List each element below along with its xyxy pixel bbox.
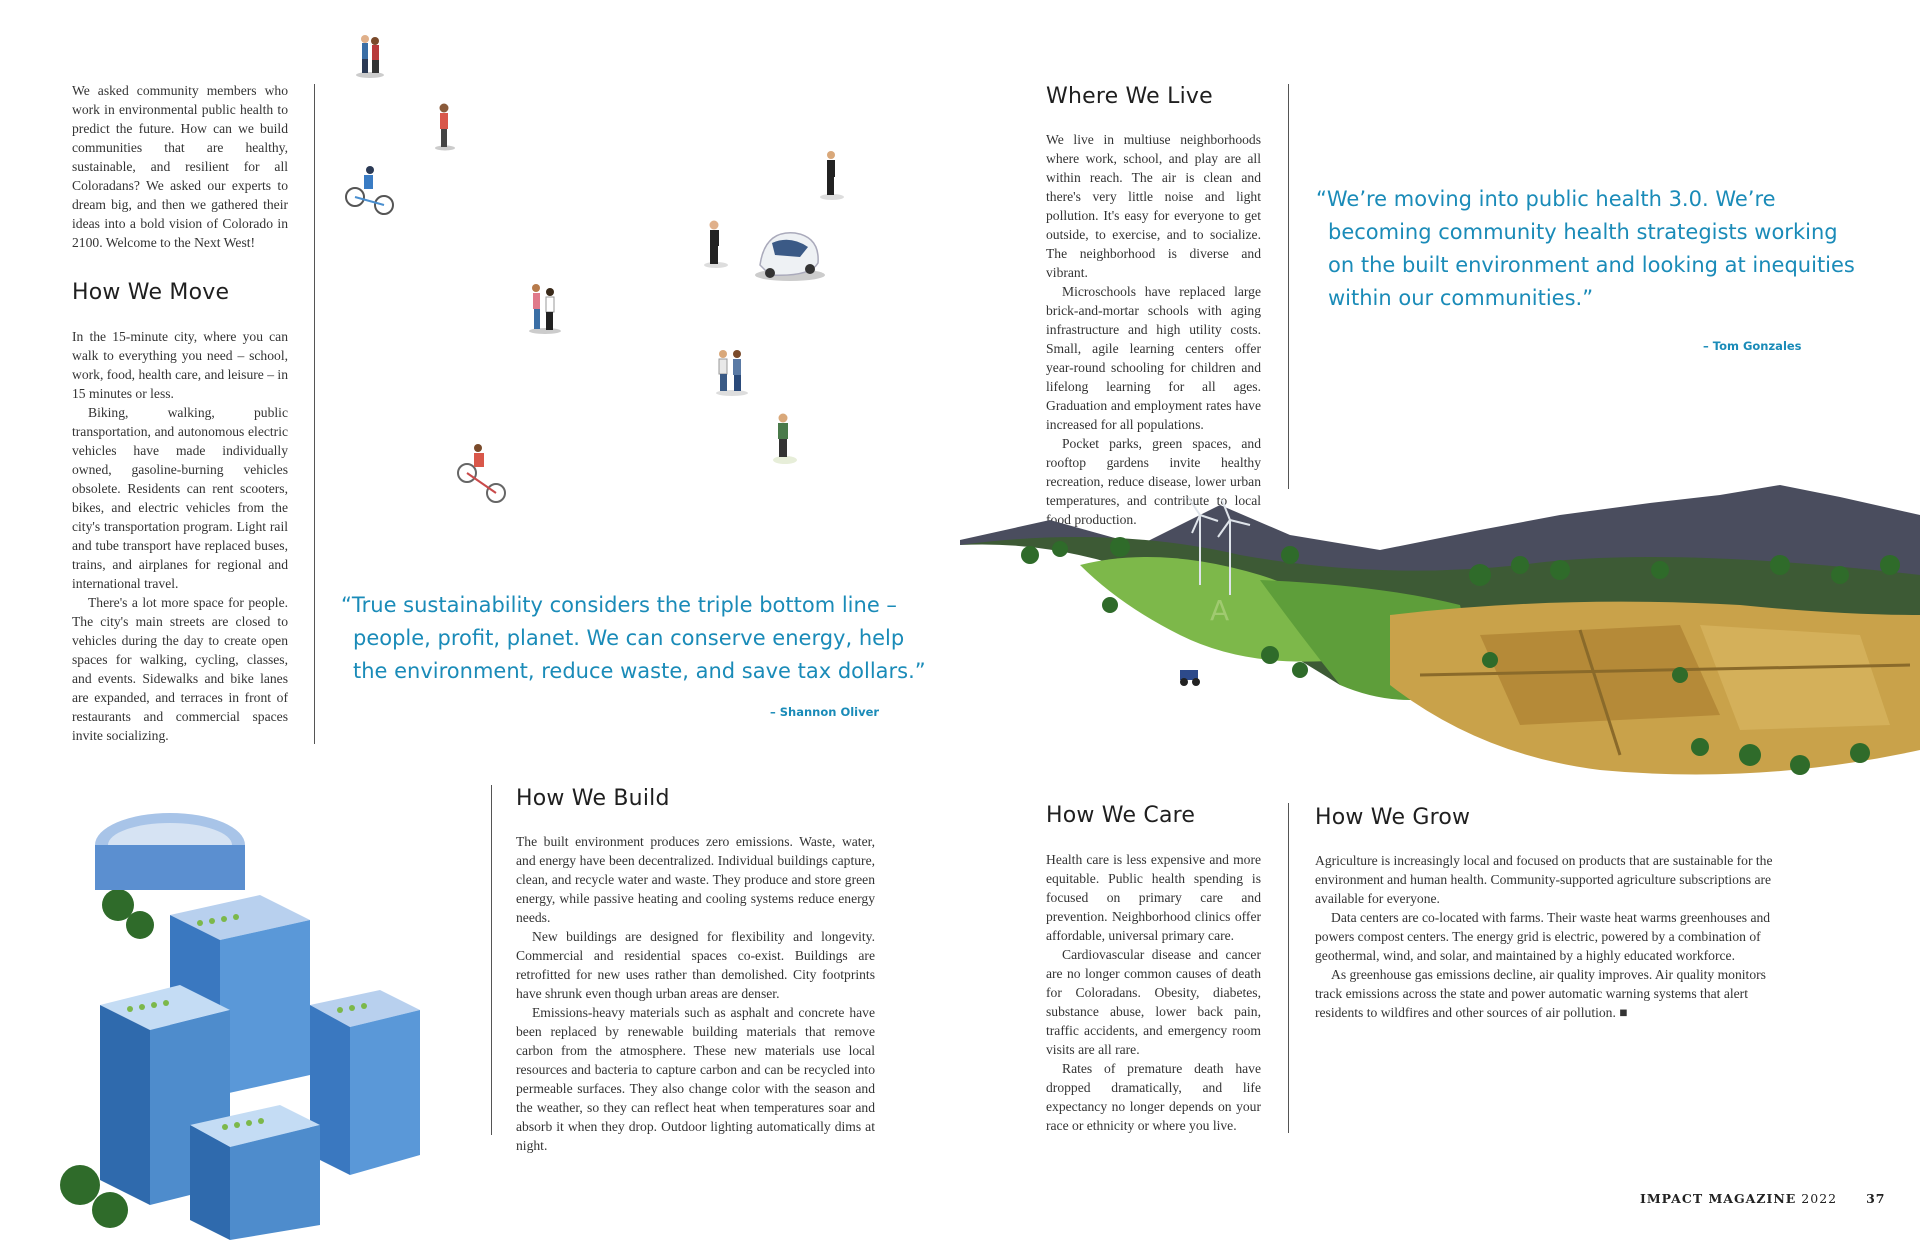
quote-line: “True sustainability considers the triple bottom line – [341, 593, 897, 617]
how-we-build-text [516, 832, 875, 1155]
grow-paragraph-3: As greenhouse gas emissions decline, air quality improves. Air quality monitors track emissions across the state and power automatic warning systems that alert residents to wildfires and other sources of air pollution. ■ [1315, 967, 1766, 1020]
farmland-landscape-illustration [960, 485, 1920, 795]
building-icon [95, 813, 245, 890]
column-rule-care [1288, 803, 1289, 1133]
how-we-move-text [72, 327, 288, 745]
where-we-live-heading: Where We Live [1046, 84, 1213, 109]
magazine-name: IMPACT MAGAZINE [1640, 1191, 1797, 1206]
column-rule-right-top [1288, 84, 1289, 489]
people-pair-icon [356, 35, 384, 78]
quote-line: the environment, reduce waste, and save tax dollars.” [353, 659, 926, 683]
move-paragraph-2: Biking, walking, public transportation, and autonomous electric vehicles have made individually owned, gasoline-burning vehicles obsolete. Residents can rent scooters, bikes, and electric vehicles from the city's transportation program. Light rail and tube transport have replaced buses, trains, and airplanes for regional and international travel. [72, 405, 288, 591]
person-walking-icon [773, 414, 797, 465]
live-paragraph-2: Microschools have replaced large brick-and-mortar schools with aging infrastructure and high utility costs. Small, agile learning centers offer year-round schooling for children and lifelong learning for all ages. Graduation and employment rates have increased for all populations. [1046, 284, 1261, 432]
building-icon [310, 990, 420, 1175]
building-icon [190, 1105, 320, 1240]
grow-paragraph-1: Agriculture is increasingly local and focused on products that are sustainable for the environment and human health. Community-supported agriculture subscriptions are available for everyone. [1315, 853, 1773, 906]
live-paragraph-3: Pocket parks, green spaces, and rooftop gardens invite healthy recreation, reduce disease, lower urban temperatures, and contribute to local food production. [1046, 436, 1261, 527]
people-pair-icon [529, 284, 561, 334]
move-paragraph-1: In the 15-minute city, where you can walk to everything you need – school, work, food, health care, and leisure – in 15 minutes or less. [72, 329, 288, 401]
cyclist-icon [346, 166, 393, 214]
buildings-illustration [40, 805, 440, 1245]
how-we-grow-heading: How We Grow [1315, 805, 1471, 830]
person-walking-icon [704, 221, 728, 269]
column-rule-build [491, 785, 492, 1135]
how-we-care-text [1046, 850, 1261, 1135]
quote-line: people, profit, planet. We can conserve energy, help [353, 626, 905, 650]
how-we-move-heading: How We Move [72, 280, 230, 305]
intro-text [72, 81, 288, 252]
pull-quote-public-health [1316, 183, 1855, 315]
build-paragraph-1: The built environment produces zero emissions. Waste, water, and energy have been decentralized. Individual buildings capture, clean, and recycle water and waste. They produce and store green energy, while passive heating and cooling systems reduce energy needs. [516, 834, 875, 925]
move-paragraph-3: There's a lot more space for people. The city's main streets are closed to vehicles during the day to create open spaces for walking, cycling, classes, and events. Sidewalks and bike lanes are expanded, and terraces in front of restaurants and commercial spaces invite socializing. [72, 595, 288, 743]
quote-attribution: – Tom Gonzales [1703, 339, 1802, 353]
quote-line: “We’re moving into public health 3.0. We’re [1316, 187, 1776, 211]
page-number: 37 [1866, 1191, 1886, 1206]
where-we-live-text [1046, 130, 1261, 529]
quote-line: becoming community health strategists working [1328, 220, 1838, 244]
how-we-care-heading: How We Care [1046, 803, 1196, 828]
build-paragraph-3: Emissions-heavy materials such as asphalt and concrete have been replaced by renewable building materials that remove carbon from the atmosphere. These new materials use local resources and bacteria to capture carbon and can be recycled into permeable surfaces. They also change color with the season and the weather, so they can reflect heat when temperatures soar and absorb it when they drop. Outdoor lighting automatically dims at night. [516, 1005, 875, 1153]
quote-line: on the built environment and looking at inequities [1328, 253, 1855, 277]
intro-paragraph: We asked community members who work in environmental public health to predict the future. How can we build communities that are healthy, sustainable, and resilient for all Coloradans? We asked our experts to dream big, and then we gathered their ideas into a bold vision of Colorado in 2100. Welcome to the Next West! [72, 83, 288, 250]
grow-paragraph-2: Data centers are co-located with farms. Their waste heat warms greenhouses and powers compost centers. The energy grid is electric, powered by a combination of geothermal, wind, and solar, and maintained by a highly educated workforce. [1315, 910, 1771, 963]
how-we-grow-text [1315, 851, 1773, 1022]
column-rule-left [314, 84, 315, 744]
live-paragraph-1: We live in multiuse neighborhoods where work, school, and play are all within reach. The air is clean and there's very little noise and light pollution. It's easy for everyone to get outside, to exercise, and to socialize. The neighborhood is diverse and vibrant. [1046, 132, 1261, 280]
quote-attribution: – Shannon Oliver [770, 705, 880, 719]
people-street-illustration [340, 25, 860, 515]
care-paragraph-1: Health care is less expensive and more equitable. Public health spending is focused on primary care and prevention. Neighborhood clinics offer affordable, universal primary care. [1046, 852, 1261, 943]
field-letter-mark: A [1210, 594, 1230, 627]
quote-line: within our communities.” [1328, 286, 1594, 310]
build-paragraph-2: New buildings are designed for flexibility and longevity. Commercial and residential spaces co-exist. Buildings are retrofitted for new uses rather than demolished. City footprints have shrunk even though urban areas are denser. [516, 929, 875, 1001]
magazine-year: 2022 [1801, 1191, 1838, 1206]
cyclist-icon [458, 444, 505, 502]
person-walking-icon [435, 104, 455, 151]
how-we-build-heading: How We Build [516, 786, 670, 811]
care-paragraph-2: Cardiovascular disease and cancer are no longer common causes of death for Coloradans. Obesity, diabetes, substance abuse, lower back pain, traffic accidents, and emergency room visits are all rare. [1046, 947, 1261, 1057]
people-pair-icon [716, 350, 748, 396]
electric-car-icon [755, 233, 825, 281]
pull-quote-sustainability [341, 589, 926, 688]
care-paragraph-3: Rates of premature death have dropped dramatically, and life expectancy no longer depends on your race or ethnicity or where you live. [1046, 1061, 1261, 1133]
person-walking-icon [820, 151, 844, 200]
page-footer [1640, 1191, 1886, 1206]
